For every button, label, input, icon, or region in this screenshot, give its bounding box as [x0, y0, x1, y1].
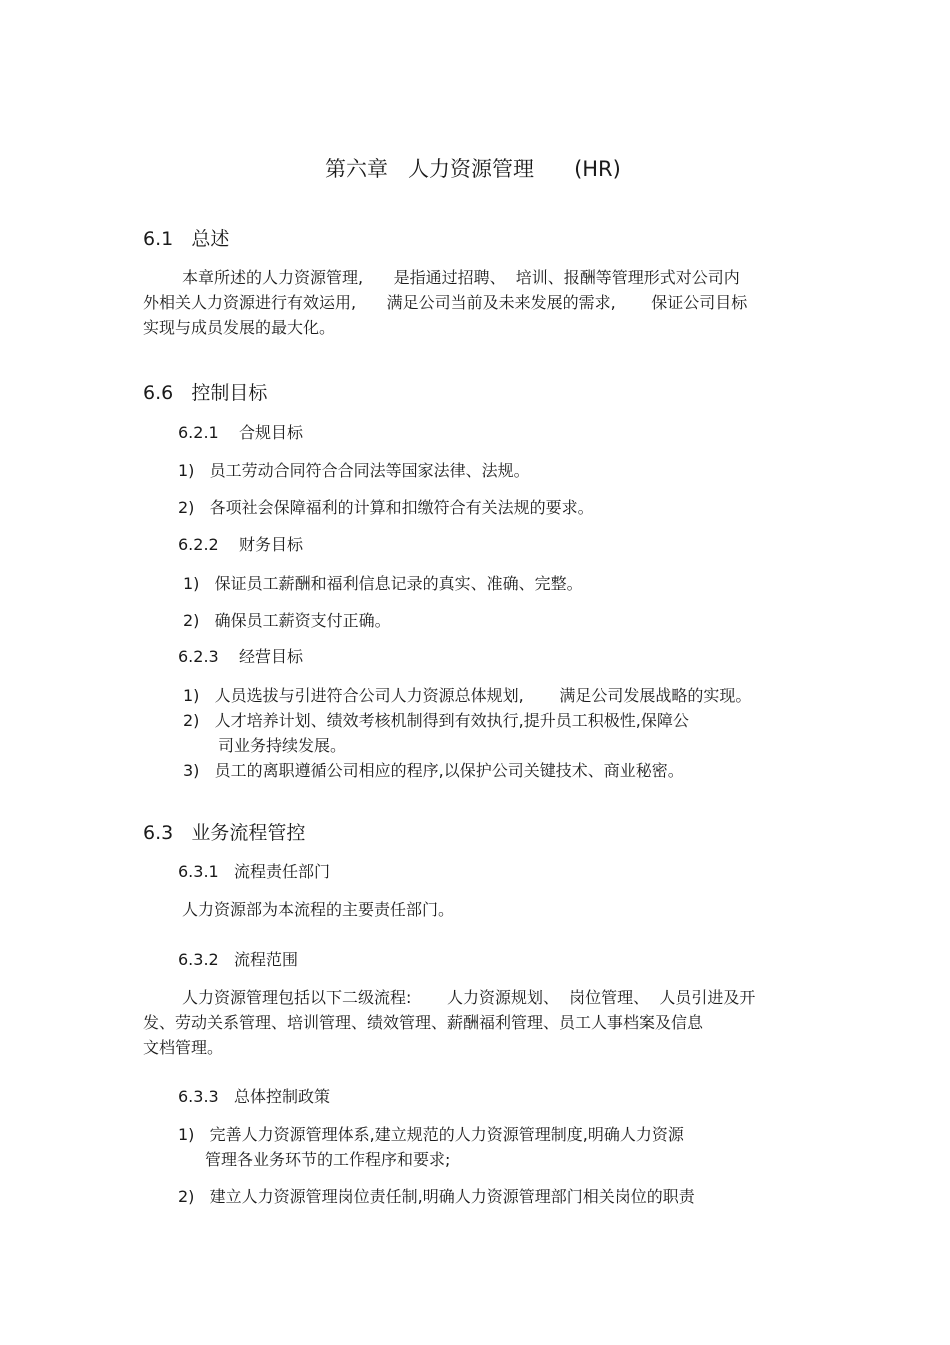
section-6-3-2-line-2: 发、劳动关系管理、培训管理、绩效管理、薪酬福利管理、员工人事档案及信息: [143, 1013, 704, 1032]
section-6-3-3-item-1: 1) 完善人力资源管理体系,建立规范的人力资源管理制度,明确人力资源: [178, 1125, 684, 1144]
section-6-2-2-item-1: 1) 保证员工薪酬和福利信息记录的真实、准确、完整。: [183, 574, 583, 593]
section-6-2-1-item-2: 2) 各项社会保障福利的计算和扣缴符合有关法规的要求。: [178, 498, 594, 517]
section-6-3-2-line-3: 文档管理。: [143, 1038, 224, 1057]
section-6-3-3-item-2: 2) 建立人力资源管理岗位责任制,明确人力资源管理部门相关岗位的职责: [178, 1187, 695, 1206]
section-6-1-line-1: 本章所述的人力资源管理, 是指通过招聘、 培训、报酬等管理形式对公司内: [182, 268, 740, 287]
document-title: 第六章 人力资源管理 (HR): [325, 157, 621, 181]
section-6-3-1-text: 人力资源部为本流程的主要责任部门。: [182, 900, 455, 919]
section-6-2-3-heading: 6.2.3 经营目标: [178, 647, 304, 666]
section-6-2-1-item-1: 1) 员工劳动合同符合合同法等国家法律、法规。: [178, 461, 530, 480]
section-6-3-2-line-1: 人力资源管理包括以下二级流程: 人力资源规划、 岗位管理、 人员引进及开: [182, 988, 756, 1007]
section-6-2-3-item-2: 2) 人才培养计划、绩效考核机制得到有效执行,提升员工积极性,保障公: [183, 711, 689, 730]
section-6-2-2-item-2: 2) 确保员工薪资支付正确。: [183, 611, 391, 630]
section-6-1-line-2: 外相关人力资源进行有效运用, 满足公司当前及未来发展的需求, 保证公司目标: [143, 293, 748, 312]
section-6-3-heading: 6.3 业务流程管控: [143, 822, 306, 844]
section-6-1-heading: 6.1 总述: [143, 228, 230, 250]
section-6-3-1-heading: 6.3.1 流程责任部门: [178, 862, 330, 881]
section-6-1-line-3: 实现与成员发展的最大化。: [143, 318, 336, 337]
section-6-2-1-heading: 6.2.1 合规目标: [178, 423, 304, 442]
section-6-2-3-item-2-cont: 司业务持续发展。: [218, 736, 347, 755]
section-6-2-2-heading: 6.2.2 财务目标: [178, 535, 304, 554]
section-6-2-3-item-3: 3) 员工的离职遵循公司相应的程序,以保护公司关键技术、商业秘密。: [183, 761, 684, 780]
section-6-3-3-item-1-cont: 管理各业务环节的工作程序和要求;: [205, 1150, 451, 1169]
section-6-2-3-item-1: 1) 人员选拔与引进符合公司人力资源总体规划, 满足公司发展战略的实现。: [183, 686, 752, 705]
section-6-3-2-heading: 6.3.2 流程范围: [178, 950, 298, 969]
section-6-2-heading: 6.6 控制目标: [143, 382, 268, 404]
section-6-3-3-heading: 6.3.3 总体控制政策: [178, 1087, 330, 1106]
